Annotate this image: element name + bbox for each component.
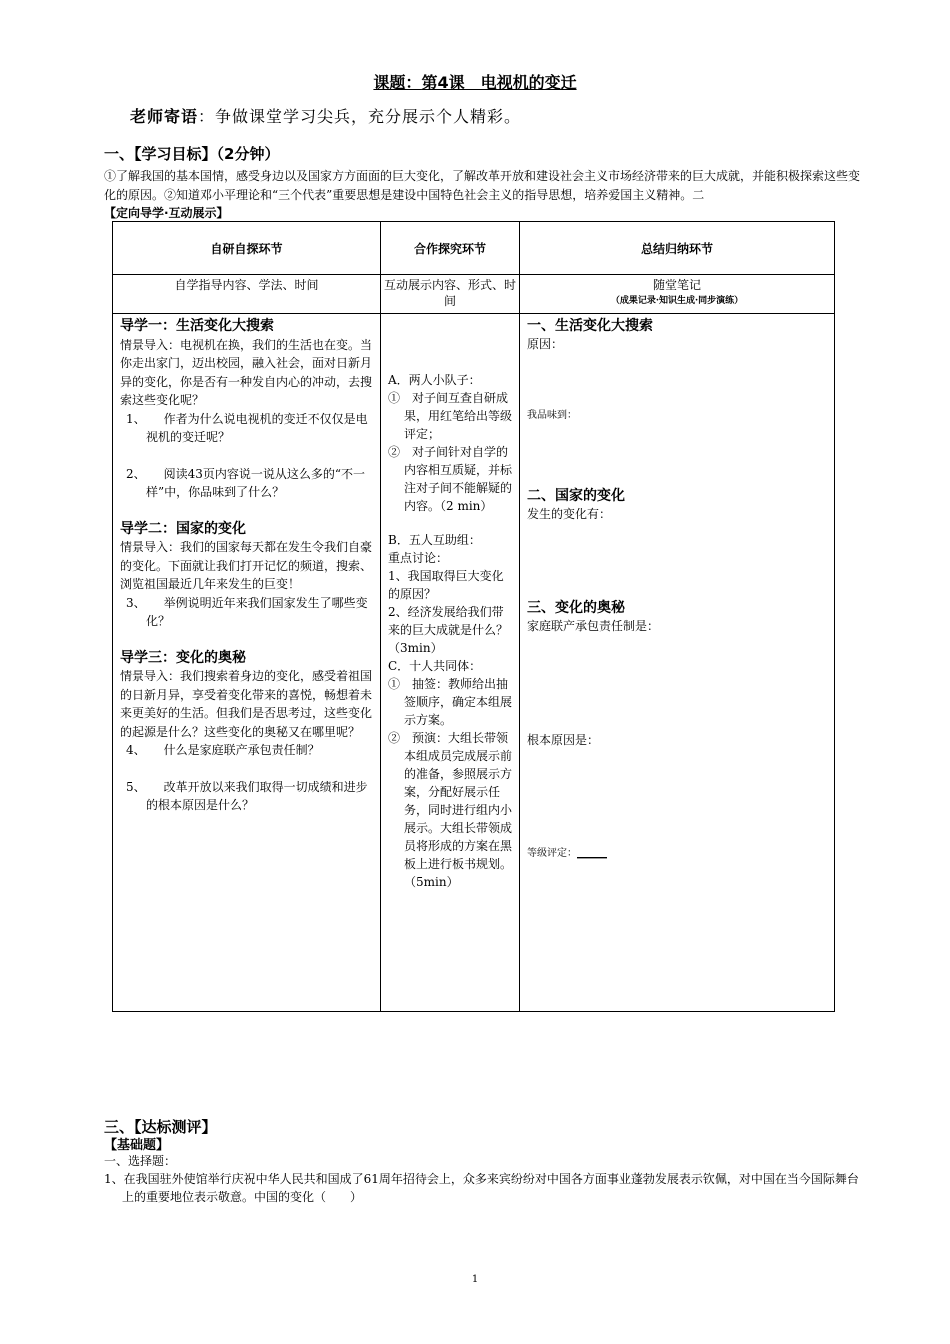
- guide-1-intro: 情景导入：电视机在换，我们的生活也在变。当你走出家门，迈出校园，融入社会，面对日新月异的变化，你是否有一种发自内心的冲动，去搜索这些变化呢？: [120, 337, 373, 407]
- subheader-self-study: 自学指导内容、学法、时间: [113, 275, 381, 314]
- discussion-2: 2、经济发展给我们带来的巨大成就是什么？（3min）: [388, 605, 509, 655]
- notes-grade: [527, 845, 828, 863]
- ten-step-2: ② 预演：大组长带领本组成员完成展示前的准备，参照展示方案，分配好展示任务，同时进行组内小展示。大组长带领成员将形成的方案在黑板上进行板书规划。（5min）: [388, 731, 513, 889]
- header-summary: 总结归纳环节: [520, 222, 835, 275]
- notes-note: （成果记录·知识生成·同步演练）: [610, 296, 744, 306]
- learning-goals-text: ①了解我国的基本国情，感受身边以及国家方方面面的巨大变化，了解改革开放和建设社会主义市场经济带来的巨大成就，并能积极探索这些变化的原因。②知道邓小平理论和“三个代表”重要思想是建设中国特色社会主义的指导思想，培养爱国主义精神。二: [104, 169, 861, 202]
- notes-changes: 发生的变化有：: [527, 507, 612, 521]
- title-prefix: 课题：: [373, 73, 422, 92]
- test-question-1: [104, 1170, 864, 1206]
- guide-3-intro: 情景导入：我们搜索着身边的变化，感受着祖国的日新月异，享受着变化带来的喜悦，畅想着未来更美好的生活。但我们是否思考过，这些变化的起源是什么？这些变化的奥秘又在哪里呢？: [120, 669, 373, 739]
- basic-questions-heading: 【基础题】: [104, 1138, 170, 1153]
- question-5: 5、 改革开放以来我们取得一切成绩和进步的根本原因是什么？: [126, 779, 368, 812]
- page-title: [0, 70, 950, 93]
- section-2-heading: 【定向导学·互动展示】: [104, 206, 229, 220]
- header-cooperation: 合作探究环节: [381, 222, 520, 275]
- pair-group-title: A．两人小队子：: [388, 373, 481, 387]
- guided-learning-table: [112, 221, 835, 1012]
- pair-step-1: ① 对子间互查自研成果，用红笔给出等级评定；: [388, 391, 513, 441]
- guide-2-title: 导学二：国家的变化: [120, 520, 246, 537]
- grade-label: 等级评定：: [527, 848, 577, 859]
- self-study-column: [113, 314, 381, 1012]
- header-self-study: 自研自探环节: [113, 222, 381, 275]
- guide-2-intro: 情景导入：我们的国家每天都在发生令我们自豪的变化。下面就让我们打开记忆的频道，搜索、浏览祖国最近几年来发生的巨变！: [120, 540, 373, 591]
- motto-label: 老师寄语: [130, 107, 199, 126]
- notes-root-cause: 根本原因是：: [527, 733, 600, 747]
- discussion-1: 1、我国取得巨大变化的原因？: [388, 569, 504, 601]
- page-number: 1: [471, 1274, 479, 1285]
- motto-text: ：争做课堂学习尖兵，充分展示个人精彩。: [198, 107, 522, 126]
- notes-column: [520, 314, 835, 1012]
- test-question-1-text: 1、在我国驻外使馆举行庆祝中华人民共和国成了61周年招待会上，众多来宾纷纷对中国各方面事业蓬勃发展表示钦佩，对中国在当今国际舞台上的重要地位表示敬意。中国的变化（ ）: [104, 1172, 859, 1204]
- guide-1-title: 导学一：生活变化大搜索: [120, 318, 274, 334]
- question-4: 4、 什么是家庭联产承包责任制？: [126, 743, 320, 757]
- notes-heading-2: 二、国家的变化: [527, 488, 625, 504]
- notes-heading-1: 一、生活变化大搜索: [527, 318, 653, 334]
- question-3: 3、 举例说明近年来我们国家发生了哪些变化？: [126, 595, 368, 628]
- question-type: 一、选择题：: [104, 1154, 177, 1168]
- title-main: 第4课 电视机的变迁: [421, 73, 577, 92]
- pair-step-2: ② 对子间针对自学的内容相互质疑，并标注对子间不能解疑的内容。（2 min）: [388, 445, 513, 513]
- ten-step-1: ① 抽签：教师给出抽签顺序，确定本组展示方案。: [388, 677, 513, 727]
- subheader-notes: [520, 275, 835, 314]
- notes-contract: 家庭联产承包责任制是：: [527, 619, 660, 633]
- five-group-sub: 重点讨论：: [388, 551, 449, 565]
- notes-title: 随堂笔记: [652, 278, 701, 292]
- question-1: 1、 作者为什么说电视机的变迁不仅仅是电视机的变迁呢？: [126, 411, 368, 444]
- teacher-motto: [130, 104, 521, 127]
- subheader-cooperation: 互动展示内容、形式、时间: [381, 275, 520, 314]
- notes-heading-3: 三、变化的奥秘: [527, 600, 625, 616]
- cooperation-column: [381, 314, 520, 1012]
- section-1-heading: 一、【学习目标】（2分钟）: [104, 145, 280, 163]
- notes-taste: 我品味到：: [527, 410, 577, 421]
- question-2: 2、 阅读43页内容说一说从这么多的“不一样”中，你品味到了什么？: [126, 466, 366, 499]
- guide-3-title: 导学三：变化的奥秘: [120, 649, 246, 666]
- grade-blank: ______: [577, 848, 607, 859]
- notes-reason: 原因：: [527, 337, 564, 351]
- section-3-heading: 三、【达标测评】: [104, 1118, 217, 1136]
- five-group-title: B．五人互助组：: [388, 533, 481, 547]
- ten-group-title: C．十人共同体：: [388, 659, 482, 673]
